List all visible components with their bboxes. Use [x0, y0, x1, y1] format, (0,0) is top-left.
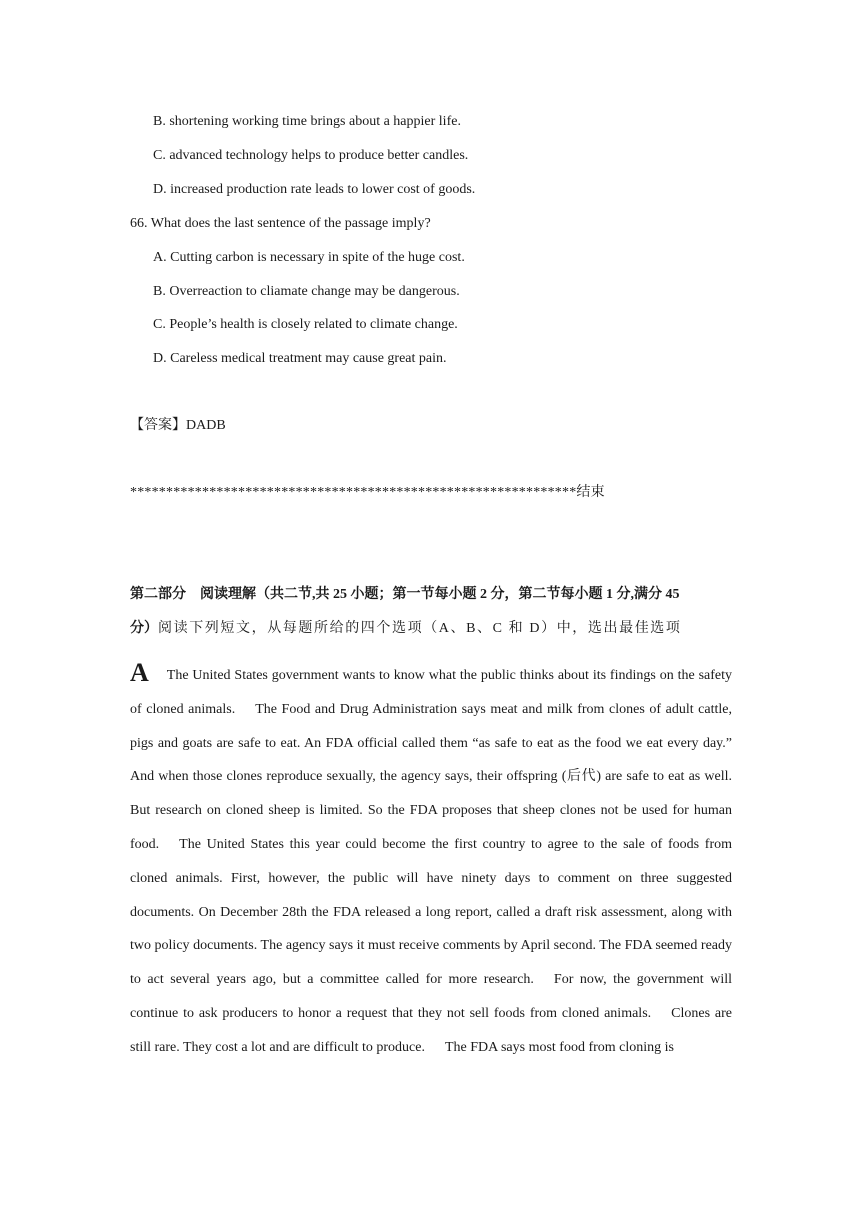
part2-instruction: 阅读下列短文，从每题所给的四个选项（A、B、C 和 D）中，选出最佳选项: [158, 621, 682, 636]
q66-option-a: A. Cutting carbon is necessary in spite of the huge cost.: [153, 250, 465, 265]
passage-sentence-2: The Food and Drug Administration says meat and milk from clones of adult cattle, pigs and goats are safe to eat. An FDA official called them “as safe to eat as the food we eat every day.” And when those clones reproduce sexually, the agency says, their offspring (后代) are safe to eat as well. But research on cloned sheep is limited. So the FDA proposes that sheep clones not be used for human food.: [130, 701, 732, 852]
part2-heading-tail: 分）: [130, 621, 158, 636]
passage-sentence-5: For now, the government will continue to ask producers to honor a request that they not sell foods from cloned animals.: [130, 972, 732, 1021]
q65-option-b: B. shortening working time brings about a happier life.: [153, 114, 461, 129]
passage-sentence-1: The United States government wants to know what the public thinks about its findings on the safety of cloned animals.: [130, 668, 732, 717]
passage-letter: A: [130, 658, 149, 687]
q66-stem: 66. What does the last sentence of the passage imply?: [130, 216, 431, 231]
q66-option-d: D. Careless medical treatment may cause great pain.: [153, 351, 447, 366]
end-separator: **************************************************************结束: [130, 485, 605, 500]
passage-sentence-7: The FDA says most food from cloning is: [444, 1039, 674, 1055]
q65-option-d: D. increased production rate leads to lower cost of goods.: [153, 182, 476, 197]
q65-option-c: C. advanced technology helps to produce better candles.: [153, 148, 469, 163]
passage-a: [130, 656, 732, 1065]
passage-sentence-6: Clones are still rare. They cost a lot and are difficult to produce.: [130, 1005, 732, 1055]
q66-option-c: C. People’s health is closely related to climate change.: [153, 317, 458, 332]
q66-option-b: B. Overreaction to cliamate change may be dangerous.: [153, 284, 460, 299]
passage-sentence-3: The United States this year could become the first country to agree to the sale of foods from cloned animals. First, however, the public will have ninety days to comment on three suggested documents. On December 28th the FDA released a long report, called a draft risk assessment, along with two policy documents.: [130, 836, 732, 954]
part2-heading-cont: [130, 620, 682, 638]
answer-line: 【答案】DADB: [130, 418, 226, 433]
part2-heading: 第二部分 阅读理解（共二节,共 25 小题；第一节每小题 2 分，第二节每小题 1 分,满分 45: [130, 587, 680, 602]
passage-sentence-4: The agency says it must receive comments by April second. The FDA seemed ready to act several years ago, but a committee called for more research.: [130, 938, 732, 988]
